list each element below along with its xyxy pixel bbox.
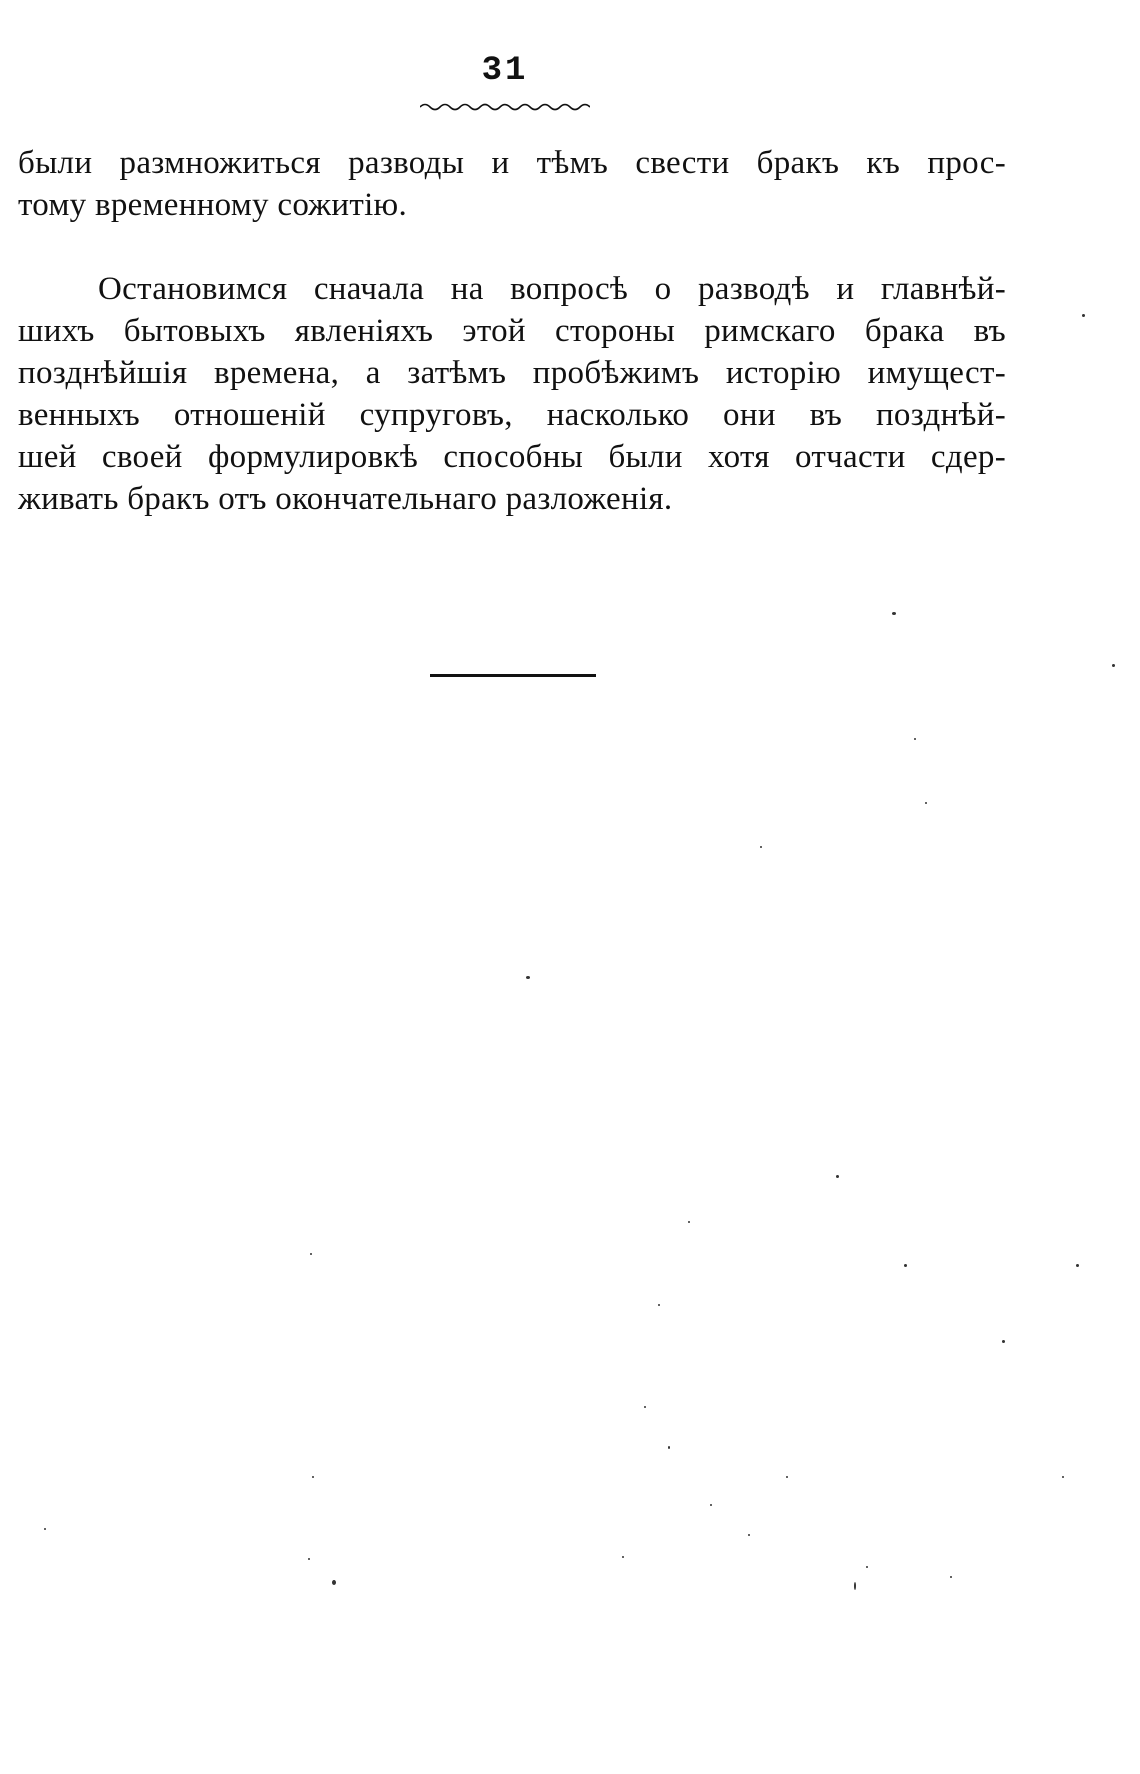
paragraph-2 (18, 268, 1006, 520)
scan-speck (904, 1264, 907, 1267)
paragraph-line: шей своей формулировкѣ способны были хотя отчасти сдер- (18, 439, 1006, 475)
scan-speck (1002, 1340, 1005, 1343)
paragraph-line: шихъ бытовыхъ явленіяхъ этой стороны римскаго брака въ (18, 313, 1006, 349)
scan-speck (854, 1582, 856, 1590)
scan-speck (526, 976, 530, 979)
scan-speck (44, 1528, 46, 1530)
paragraph-line: были размножиться разводы и тѣмъ свести бракъ къ прос- (18, 145, 1006, 181)
scan-speck (658, 1304, 660, 1306)
scan-speck (710, 1504, 712, 1506)
scan-speck (950, 1576, 952, 1578)
scan-speck (786, 1476, 788, 1478)
scan-speck (312, 1476, 314, 1478)
scan-speck (622, 1556, 624, 1558)
scan-speck (310, 1253, 312, 1255)
scan-speck (688, 1221, 690, 1223)
paragraph-line: Остановимся сначала на вопросѣ о разводѣ и главнѣй- (98, 271, 1006, 307)
paragraph-line: тому временному сожитію. (18, 187, 408, 223)
scan-speck (1076, 1264, 1079, 1267)
scan-speck (914, 738, 916, 740)
paragraph-line: венныхъ отношеній супруговъ, насколько они въ позднѣй- (18, 397, 1006, 433)
scan-speck (1082, 314, 1085, 317)
scan-speck (760, 846, 762, 848)
scan-speck (866, 1566, 868, 1568)
scan-speck (308, 1558, 310, 1560)
scan-speck (1062, 1476, 1064, 1478)
scan-speck (748, 1534, 750, 1536)
scan-speck (668, 1446, 670, 1449)
scan-speck (1112, 664, 1115, 667)
scan-speck (644, 1406, 646, 1408)
scan-speck (892, 612, 896, 615)
page-number: 31 (481, 52, 529, 90)
paragraph-line: живать бракъ отъ окончательнаго разложенія. (18, 481, 673, 517)
scan-speck (836, 1175, 839, 1178)
paragraph-1 (18, 142, 1006, 226)
scan-speck (332, 1580, 336, 1585)
scan-speck (925, 802, 927, 804)
section-end-rule (430, 674, 596, 677)
wavy-ornament-rule (420, 100, 590, 114)
paragraph-line: позднѣйшія времена, а затѣмъ пробѣжимъ исторію имущест- (18, 355, 1006, 391)
